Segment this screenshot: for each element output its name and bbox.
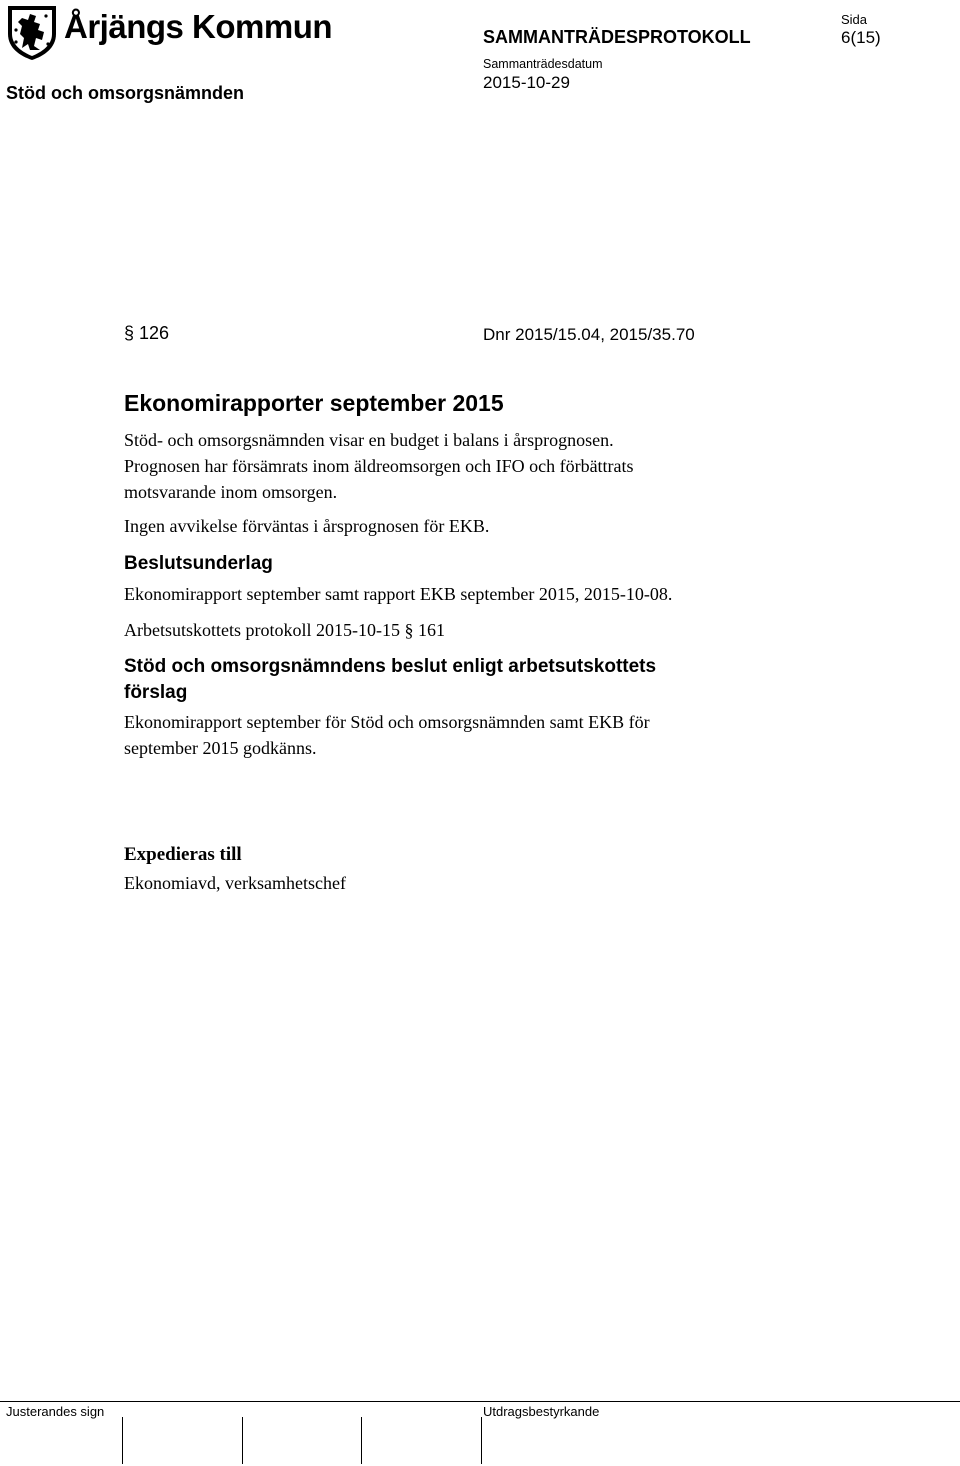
section-title: Ekonomirapporter september 2015 [124,390,504,416]
dispatch-heading: Expedieras till [124,844,242,865]
committee-name: Stöd och omsorgsnämnden [6,83,245,103]
basis-item: Arbetsutskottets protokoll 2015-10-15 § 161 [124,620,445,640]
intro-paragraph: Stöd- och omsorgsnämnden visar en budget i balans i årsprognosen. Prognosen har försämrats inom äldreomsorgen och IFO och förbättrats motsvarande inom omsorgen. [124,430,634,502]
meeting-date: 2015-10-29 [483,73,570,92]
page-number: 6(15) [841,28,881,47]
meeting-date-label: Sammanträdesdatum [483,57,603,71]
extract-certification-label: Utdragsbestyrkande [483,1404,600,1419]
footer-divider [0,1401,960,1402]
dispatch-recipients: Ekonomiavd, verksamhetschef [124,873,346,893]
decision-text: Ekonomirapport september för Stöd och omsorgsnämnden samt EKB för september 2015 godkänns. [124,712,650,758]
basis-item: Ekonomirapport september samt rapport EKB september 2015, 2015-10-08. [124,584,673,604]
ekb-note: Ingen avvikelse förväntas i årsprognosen för EKB. [124,516,490,536]
shield-lion-icon [6,4,58,62]
signature-box-divider [481,1417,482,1464]
signature-label: Justerandes sign [6,1404,105,1419]
paragraph-number: § 126 [124,323,170,343]
signature-box-divider [361,1417,362,1464]
document-type: SAMMANTRÄDESPROTOKOLL [483,27,751,47]
page-label: Sida [841,12,868,27]
municipal-coat-of-arms-logo [6,4,58,62]
decision-heading: Stöd och omsorgsnämndens beslut enligt arbetsutskottets förslag [124,656,657,703]
signature-box-divider [122,1417,123,1464]
signature-box-divider [242,1417,243,1464]
diary-number: Dnr 2015/15.04, 2015/35.70 [483,325,695,344]
municipality-name: Årjängs Kommun [64,8,333,45]
basis-heading: Beslutsunderlag [124,553,273,574]
paragraph-symbol: § [124,323,135,343]
